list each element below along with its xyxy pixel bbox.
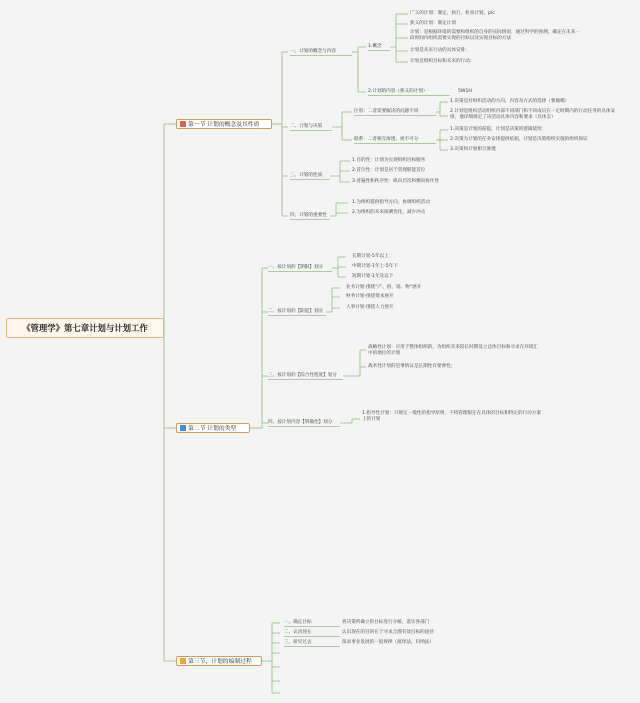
- sub-label: 1.概念: [368, 44, 382, 49]
- item: 战略性计划：应用于整体组织的，为组织未来较长时期设立总体目标和寻求在环境汇中的地位的计划: [368, 345, 538, 356]
- item: 狭义的计划：制定计划: [410, 21, 456, 26]
- sub-label: 联系：二者相互渗透、密不可分: [354, 137, 419, 142]
- item: 1.为组织提供指导方向，协调组织活动: [352, 200, 430, 205]
- tag-label: 5W1H: [458, 89, 472, 94]
- item: 2.计划是组织活动组织内部不同部门和不同成员在一定时期内的行动任务的具体安排，他详细规定了该活动具体内容和要求（具体怎）: [450, 109, 616, 120]
- branch-label: 二、计划与决策: [290, 124, 323, 129]
- branch-label: 二、按计划的【职能】划分: [268, 309, 324, 314]
- branch-label: 一、确定目标: [284, 620, 312, 625]
- branch-label: 一、计划的概念与内容: [290, 49, 336, 54]
- tag-label: 探求事业发展的一般规律（演绎法、归纳法）: [342, 640, 434, 645]
- item: 计划是组织目标和未来的行动；: [410, 59, 475, 64]
- section-title: 第二节 计划的类型: [188, 426, 237, 432]
- orange-folder-icon: [180, 658, 186, 664]
- item: 人事计划-围绕人力展开: [346, 305, 394, 310]
- item: 计划：是根据环境的需要和组织的自身的实际情况，通过科学的预测，确定在未来一段时间内组织需要实现的目标以及实现目标的方法: [410, 30, 580, 41]
- root-topic[interactable]: 《管理学》第七章计划与计划工作: [6, 318, 164, 338]
- item: 3.普遍性和秩序性：纵向层次和横向协作性: [352, 179, 440, 184]
- branch-label: 四、按计划内容【明确性】划分: [268, 420, 333, 425]
- branch-label: 四、计划的重要性: [290, 213, 327, 218]
- item: 1.决策是对组织活动的方向、内容及方式的选择（要做哪）: [450, 99, 570, 104]
- section-3[interactable]: [176, 656, 262, 666]
- section-2[interactable]: [176, 423, 250, 433]
- item: 中期计划-1年上-5年下: [352, 264, 398, 269]
- item: 2.决策为计划的任务安排提供依据，计划是决策组织实施的组织保证: [450, 137, 588, 142]
- item: 计划是未来行动的具体安排；: [410, 48, 470, 53]
- item: 战术性计划的是事情证是长期性有要弹性；: [368, 364, 456, 369]
- tag-label: 将决策所确立的目标进行分解，落实各部门: [342, 620, 430, 625]
- branch-label: 一、按计划的【期限】划分: [268, 265, 324, 270]
- branch-label: 三、按计划的【综合性程度】划分: [268, 373, 337, 378]
- sub-label: 区别：二者需要解决的问题不同: [354, 109, 419, 114]
- item: 广义的计划：制定、执行、检查计划。plc: [410, 11, 495, 16]
- item: 3.决策和计划相互渗透: [450, 147, 496, 152]
- item: 1.目的性：计划为实现组织目标服务: [352, 158, 426, 163]
- section-title: 第三节、计划的编制过程: [188, 659, 252, 665]
- item: 2.为组织的未来探测变化，减少冲击: [352, 210, 426, 215]
- tag-label: 认识现在的目的在于寻求合理有效目标的途径: [342, 630, 434, 635]
- item: 2.首位性：计划是居于管理职能首位: [352, 168, 426, 173]
- item: 1.指导性计划：只规定一般性的指导原则，不将管理限定在具体的目标和特定的行动方案上的计划: [362, 411, 541, 422]
- red-note-icon: [180, 121, 186, 127]
- item: 财务计划-围绕资本展开: [346, 294, 394, 299]
- item: 长期计划-5年以上: [352, 254, 389, 259]
- branch-label: 二、认清现在: [284, 630, 312, 635]
- section-1[interactable]: [176, 119, 272, 129]
- item: 1.决策是计划的前提，计划是决策的逻辑延续: [450, 127, 542, 132]
- blue-square-icon: [180, 425, 186, 431]
- branch-label: 三、计划的性质: [290, 173, 323, 178]
- branch-label: 三、研究过去: [284, 640, 312, 645]
- sub-label: 2.计划的内容（狭义的计划）: [368, 89, 428, 94]
- item: 业务计划-围绕“产、供、销、物”展开: [346, 285, 422, 290]
- item: 短期计划-1年及以下: [352, 274, 394, 279]
- section-title: 第一节 计划的概念及其性质: [188, 122, 260, 128]
